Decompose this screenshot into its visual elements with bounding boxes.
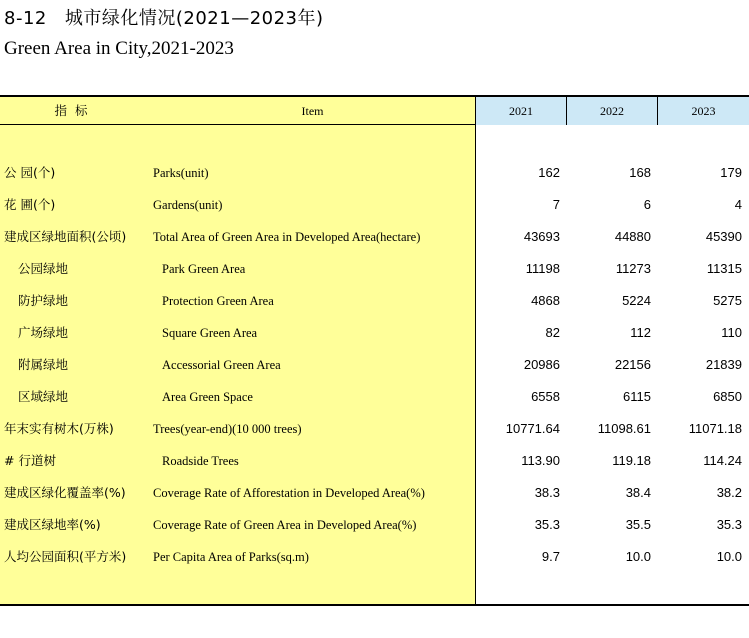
row-label-en: Total Area of Green Area in Developed Area(hectare)	[153, 230, 421, 244]
table-row	[0, 317, 749, 349]
cell-value-2022: 5224	[622, 293, 651, 308]
page-title-cn	[4, 4, 324, 30]
row-label-en: Gardens(unit)	[153, 198, 223, 212]
table-bottom-rule	[0, 604, 749, 606]
header-year-2022: 2022	[567, 97, 657, 125]
row-label-cn: 建成区绿地面积(公顷)	[4, 229, 127, 244]
title-cn-text: 城市绿化情况(2021—2023年)	[64, 8, 324, 29]
cell-value-2023: 38.2	[716, 485, 742, 500]
row-label-en: Per Capita Area of Parks(sq.m)	[153, 550, 309, 564]
cell-value-2023: 179	[720, 165, 742, 180]
cell-value-2021: 113.90	[521, 453, 560, 468]
row-label-en: Coverage Rate of Green Area in Developed Area(%)	[153, 518, 417, 532]
cell-value-2021: 38.3	[534, 485, 560, 500]
cell-value-2022: 6115	[623, 389, 651, 404]
table-row	[0, 541, 749, 573]
row-label-cn: 防护绿地	[18, 293, 69, 308]
row-label-en: Square Green Area	[162, 326, 258, 340]
column-divider	[657, 95, 658, 125]
row-label-cn: 区域绿地	[18, 389, 69, 404]
cell-value-2022: 6	[643, 197, 651, 212]
cell-value-2022: 11098.61	[597, 421, 651, 436]
cell-value-2021: 6558	[531, 389, 560, 404]
cell-value-2022: 38.4	[625, 485, 651, 500]
column-divider	[566, 95, 567, 125]
row-label-cn: 公园绿地	[18, 261, 69, 276]
table-row	[0, 413, 749, 445]
cell-value-2021: 82	[545, 325, 560, 340]
cell-value-2021: 7	[552, 197, 560, 212]
cell-value-2022: 10.0	[625, 549, 651, 564]
cell-value-2023: 6850	[713, 389, 742, 404]
cell-value-2021: 20986	[523, 357, 560, 372]
row-label-en: Park Green Area	[162, 262, 246, 276]
row-label-cn: 附属绿地	[18, 357, 69, 372]
table-row	[0, 349, 749, 381]
cell-value-2023: 114.24	[703, 453, 742, 468]
cell-value-2023: 35.3	[716, 517, 742, 532]
header-indicator-cn: 指标	[54, 103, 96, 118]
cell-value-2023: 110	[721, 325, 742, 340]
header-year-2021: 2021	[476, 97, 566, 125]
row-label-cn: 人均公园面积(平方米)	[4, 549, 127, 564]
row-label-en: Parks(unit)	[153, 166, 209, 180]
table-row	[0, 157, 749, 189]
row-label-en: Coverage Rate of Afforestation in Developed Area(%)	[153, 486, 425, 500]
cell-value-2022: 11273	[615, 261, 651, 276]
cell-value-2021: 10771.64	[505, 421, 560, 436]
cell-value-2021: 162	[538, 165, 560, 180]
cell-value-2023: 5275	[713, 293, 742, 308]
cell-value-2023: 11315	[706, 261, 742, 276]
table-row	[0, 477, 749, 509]
row-label-cn: # 行道树	[4, 453, 56, 468]
table-row	[0, 509, 749, 541]
cell-value-2021: 11198	[525, 261, 560, 276]
table-number: 8-12	[4, 8, 47, 29]
cell-value-2023: 4	[734, 197, 742, 212]
cell-value-2022: 22156	[614, 357, 651, 372]
cell-value-2022: 44880	[614, 229, 651, 244]
table-row	[0, 221, 749, 253]
row-label-en: Accessorial Green Area	[162, 358, 281, 372]
row-label-cn: 花 圃(个)	[4, 197, 56, 212]
row-label-cn: 广场绿地	[18, 325, 69, 340]
row-label-cn: 年末实有树木(万株)	[4, 421, 114, 436]
table-row	[0, 381, 749, 413]
table-row	[0, 189, 749, 221]
cell-value-2022: 35.5	[625, 517, 651, 532]
cell-value-2022: 119.18	[612, 453, 651, 468]
cell-value-2023: 21839	[705, 357, 742, 372]
cell-value-2023: 10.0	[716, 549, 742, 564]
table-header	[0, 95, 749, 125]
data-table	[0, 95, 749, 607]
row-label-cn: 建成区绿化覆盖率(%)	[4, 485, 126, 500]
cell-value-2022: 168	[629, 165, 651, 180]
header-year-2023: 2023	[658, 97, 749, 125]
page-title-en: Green Area in City,2021-2023	[4, 38, 234, 59]
cell-value-2021: 9.7	[541, 549, 560, 564]
row-label-cn: 公 园(个)	[4, 165, 56, 180]
cell-value-2022: 112	[630, 325, 651, 340]
table-row	[0, 445, 749, 477]
cell-value-2023: 45390	[705, 229, 742, 244]
row-label-en: Protection Green Area	[162, 294, 274, 308]
table-row	[0, 253, 749, 285]
cell-value-2021: 43693	[523, 229, 560, 244]
cell-value-2021: 35.3	[534, 517, 560, 532]
row-label-cn: 建成区绿地率(%)	[4, 517, 101, 532]
header-item-en: Item	[301, 104, 324, 118]
row-label-en: Area Green Space	[162, 390, 253, 404]
row-label-en: Roadside Trees	[162, 454, 239, 468]
cell-value-2023: 11071.18	[688, 421, 742, 436]
table-row	[0, 285, 749, 317]
cell-value-2021: 4868	[531, 293, 560, 308]
row-label-en: Trees(year-end)(10 000 trees)	[153, 422, 302, 436]
